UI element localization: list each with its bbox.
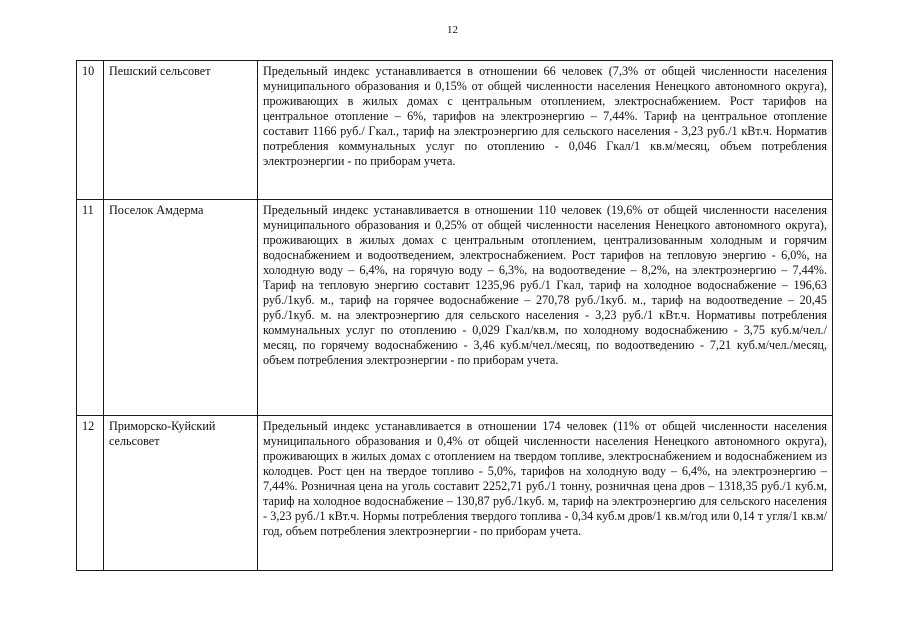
municipality-name: Поселок Амдерма xyxy=(104,200,258,416)
table-row xyxy=(77,416,833,571)
row-description: Предельный индекс устанавливается в отношении 110 человек (19,6% от общей численности населения муниципального образования и 0,25% от общей численности населения Ненецкого автономного округа), проживающих в жилых домах с центральным отоплением, централизованным холодным и горячим водоснабжением и водоотведением, электроснабжением. Рост тарифов на тепловую энергию - 6,0%, на холодную воду – 6,4%, на горячую воду – 6,3%, на водоотведение – 8,2%, на электроэнергию – 7,44%. Тариф на тепловую энергию составит 1235,96 руб./1 Гкал, тариф на холодное водоснабжение – 196,63 руб./1куб. м., тариф на горячее водоснабжение – 270,78 руб./1куб. м., тариф на водоотведение – 20,45 руб./1куб. м. на электроэнергию для сельского населения - 3,23 руб./1 кВт.ч. Нормативы потребления коммунальных услуг по отоплению - 0,029 Гкал/кв.м, по холодному водоснабжению - 3,75 куб.м/чел./месяц, по горячему водоснабжению - 3,46 куб.м/чел./месяц, по водоотведению - 7,21 куб.м/чел./месяц, объем потребления электроэнергии - по приборам учета. xyxy=(258,200,833,416)
page-number: 12 xyxy=(447,24,458,36)
municipality-name: Приморско-Куйский сельсовет xyxy=(104,416,258,571)
row-description: Предельный индекс устанавливается в отношении 66 человек (7,3% от общей численности населения муниципального образования и 0,15% от общей численности населения Ненецкого автономного округа), проживающих в жилых домах с центральным отоплением, электроснабжением. Рост тарифов на центральное отопление – 6%, тарифов на электроэнергию – 7,44%. Тариф на центральное отопление составит 1166 руб./ Гкал., тариф на электроэнергию для сельского населения - 3,23 руб./1 кВт.ч. Норматив потребления коммунальных услуг по отоплению - 0,046 Гкал/1 кв.м/месяц, объем потребления электроэнергии - по приборам учета. xyxy=(258,61,833,200)
row-description: Предельный индекс устанавливается в отношении 174 человек (11% от общей численности населения муниципального образования и 0,4% от общей численности населения Ненецкого автономного округа), проживающих в жилых домах с отоплением на твердом топливе, электроснабжением и водоснабжением из колодцев. Рост цен на твердое топливо - 5,0%, тарифов на холодную воду – 6,4%, на электроэнергию – 7,44%. Розничная цена на уголь составит 2252,71 руб./1 тонну, розничная цена дров – 1318,35 руб./1 куб.м, тариф на холодное водоснабжение – 130,87 руб./1куб. м, тариф на электроэнергию для сельского населения - 3,23 руб./1 кВт.ч. Нормы потребления твердого топлива - 0,34 куб.м дров/1 кв.м/год или 0,14 т угля/1 кв.м/год, объем потребления электроэнергии - по приборам учета. xyxy=(258,416,833,571)
table-row xyxy=(77,200,833,416)
municipal-tariff-table xyxy=(76,60,833,571)
row-number: 12 xyxy=(77,416,104,571)
row-number: 11 xyxy=(77,200,104,416)
municipality-name: Пешский сельсовет xyxy=(104,61,258,200)
table-row xyxy=(77,61,833,200)
row-number: 10 xyxy=(77,61,104,200)
